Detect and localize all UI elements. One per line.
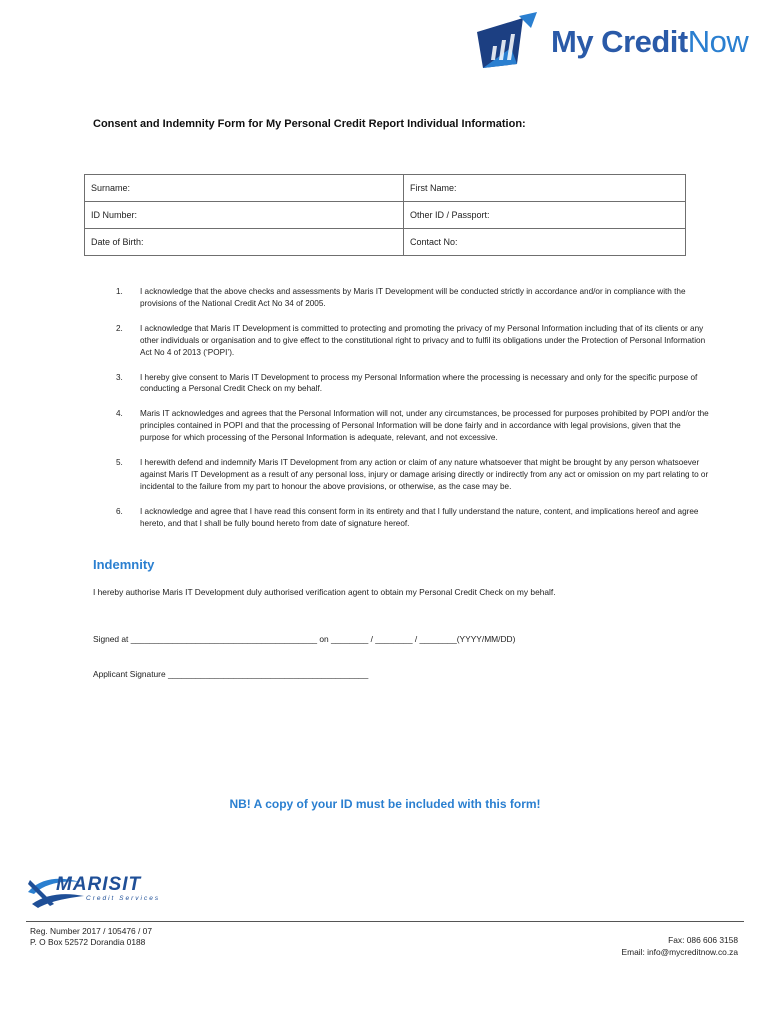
applicant-signature-line[interactable]: Applicant Signature ___________________________________________ xyxy=(93,669,369,679)
brand-accent: Now xyxy=(687,24,749,59)
footer-divider xyxy=(26,921,744,922)
clause-text: I acknowledge that Maris IT Development is committed to protecting and promoting the privacy of my Personal Information including that of its clients or any other individuals or organisation and to give effect to the constitutional right to privacy and to fulfil its obligations under the Protection of Personal Information Act No 4 of 2013 (‘POPI’). xyxy=(140,323,706,357)
personal-info-table xyxy=(84,174,686,256)
list-item xyxy=(110,506,710,530)
other-id-field[interactable]: Other ID / Passport: xyxy=(404,202,686,229)
registration-number: Reg. Number 2017 / 105476 / 07 xyxy=(30,926,152,936)
logo-mark-icon xyxy=(473,12,547,70)
id-number-field[interactable]: ID Number: xyxy=(85,202,404,229)
brand-main: My Credit xyxy=(551,24,688,59)
footer-right xyxy=(622,934,739,958)
maris-logo xyxy=(26,872,186,912)
clause-text: I herewith defend and indemnify Maris IT Development from any action or claim of any nature whatsoever that might be brought by any person whatsoever against Maris IT Development as a result of any personal loss, injury or damage arising directly or indirectly from any act or omission on my part relating to or incidental to the failure from my part to honour the above provisions, or otherwise, as the case may be. xyxy=(140,458,709,491)
indemnity-text: I hereby authorise Maris IT Development duly authorised verification agent to obtain my Personal Credit Check on my behalf. xyxy=(93,587,556,597)
clause-number: 1. xyxy=(116,287,123,296)
consent-clauses xyxy=(110,286,710,543)
indemnity-heading: Indemnity xyxy=(93,557,155,572)
clause-number: 4. xyxy=(116,409,123,419)
clause-number: 5. xyxy=(116,458,123,468)
mycreditnow-logo xyxy=(473,12,763,72)
list-item xyxy=(110,408,710,444)
form-title: Consent and Indemnity Form for My Personal Credit Report Individual Information: xyxy=(93,118,526,130)
list-item xyxy=(110,457,710,493)
date-of-birth-field[interactable]: Date of Birth: xyxy=(85,229,404,256)
table-row xyxy=(85,229,686,256)
surname-field[interactable]: Surname: xyxy=(85,175,404,202)
brand-name xyxy=(551,24,748,60)
clause-number: 3. xyxy=(116,372,123,382)
first-name-field[interactable]: First Name: xyxy=(404,175,686,202)
clause-text: Maris IT acknowledges and agrees that the Personal Information will not, under any circumstances, be processed for purposes prohibited by POPI and/or the principles contained in POPI and that the processing of Personal Information will be done fairly and in accordance with legal provisions, given that the purpose for which processing of the Personal Information is adequate, relevant, and not excessive. xyxy=(140,409,709,443)
email-address[interactable]: Email: info@mycreditnow.co.za xyxy=(621,947,738,957)
clause-text: I hereby give consent to Maris IT Development to process my Personal Information where the processing is necessary and only for the specific purpose of conducting a Personal Credit Check on my behalf. xyxy=(140,372,698,394)
list-item xyxy=(110,286,710,310)
table-row xyxy=(85,175,686,202)
clause-text: I acknowledge that the above checks and assessments by Maris IT Development will be conducted strictly in accordance and/or in compliance with the provisions of the National Credit Act No 34 of 2005. xyxy=(140,287,686,308)
po-box: P. O Box 52572 Dorandia 0188 xyxy=(30,937,146,947)
footer-left xyxy=(30,926,152,948)
id-copy-notice: NB! A copy of your ID must be included with this form! xyxy=(229,797,541,811)
contact-no-field[interactable]: Contact No: xyxy=(404,229,686,256)
table-row xyxy=(85,202,686,229)
maris-name: MARISIT xyxy=(56,874,142,895)
clause-number: 2. xyxy=(116,323,123,333)
fax-number: Fax: 086 606 3158 xyxy=(668,935,738,945)
signed-at-line[interactable]: Signed at ________________________________________ on ________ / ________ / ________(YYYY/MM/DD) xyxy=(93,634,516,644)
list-item xyxy=(110,323,710,359)
list-item xyxy=(110,372,710,396)
maris-subtitle: Credit Services xyxy=(86,895,161,902)
clause-text: I acknowledge and agree that I have read this consent form in its entirety and that I fully understand the nature, content, and implications hereof and agree hereto, and that I shall be fully bound hereto from date of signature hereof. xyxy=(140,506,699,528)
clause-number: 6. xyxy=(116,506,123,516)
